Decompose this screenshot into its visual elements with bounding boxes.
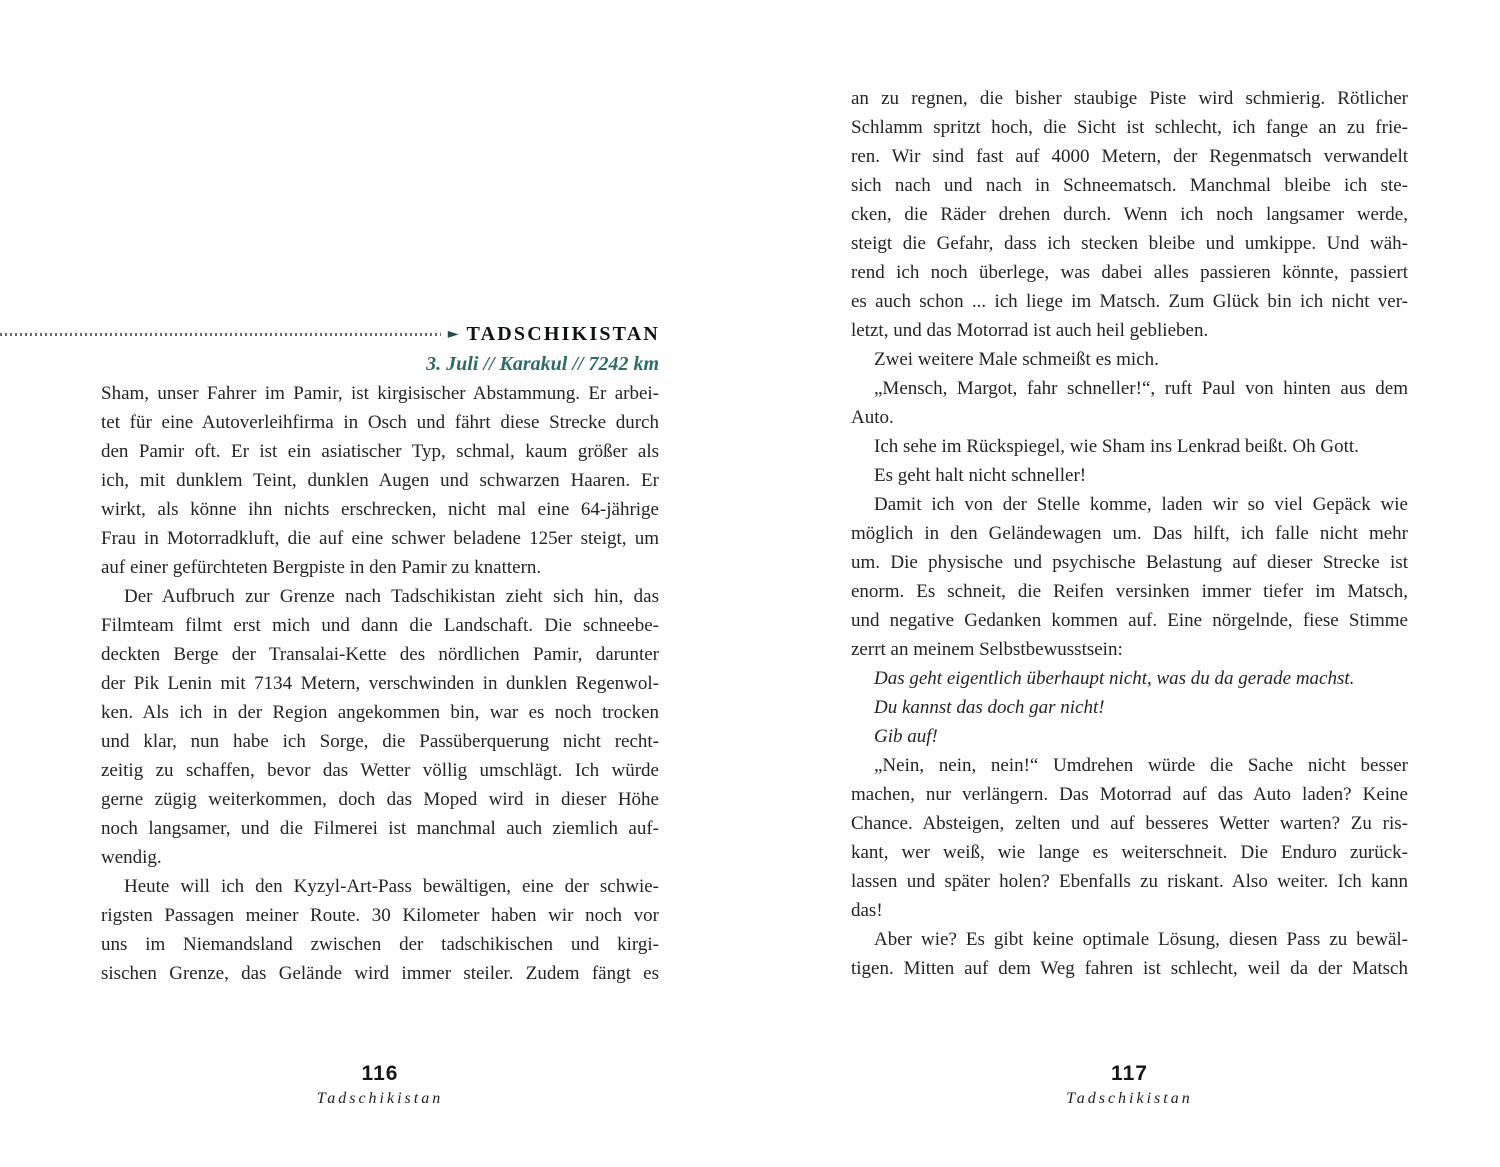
text-line: Es geht halt nicht schneller!	[874, 465, 1087, 486]
text-line: enorm. Es schneit, die Reifen versinken immer tiefer im Matsch,	[851, 581, 1408, 602]
page-number: 117	[1111, 1062, 1148, 1085]
text-line: noch langsamer, und die Filmerei ist manchmal auch ziemlich auf-	[101, 818, 659, 839]
text-line: Das geht eigentlich überhaupt nicht, was du da gerade machst.	[874, 668, 1355, 689]
text-line: ken. Als ich in der Region angekommen bin, war es noch trocken	[101, 702, 659, 723]
text-line: Damit ich von der Stelle komme, laden wir so viel Gepäck wie	[874, 494, 1408, 515]
text-line: sich nach und nach in Schneematsch. Manchmal bleibe ich ste-	[851, 175, 1408, 196]
text-line: wendig.	[101, 847, 162, 868]
text-line: Ich sehe im Rückspiegel, wie Sham ins Lenkrad beißt. Oh Gott.	[874, 436, 1359, 457]
text-line: sischen Grenze, das Gelände wird immer steiler. Zudem fängt es	[101, 963, 659, 984]
text-line: wirkt, als könne ihn nichts erschrecken, nicht mal eine 64-jährige	[101, 499, 659, 520]
text-line: Schlamm spritzt hoch, die Sicht ist schlecht, ich fange an zu frie-	[851, 117, 1408, 138]
paragraph	[851, 722, 1408, 751]
text-line: Auto.	[851, 407, 894, 428]
text-line: Aber wie? Es gibt keine optimale Lösung, diesen Pass zu bewäl-	[874, 929, 1408, 950]
text-line: tet für eine Autoverleihfirma in Osch und fährt diese Strecke durch	[101, 412, 659, 433]
paragraph	[851, 693, 1408, 722]
paragraph	[851, 751, 1408, 925]
paragraph	[851, 664, 1408, 693]
paragraph	[851, 925, 1408, 983]
text-line: Zwei weitere Male schmeißt es mich.	[874, 349, 1159, 370]
left-page-footer	[101, 1061, 659, 1111]
text-line: es auch schon ... ich liege im Matsch. Zum Glück bin ich nicht ver-	[851, 291, 1408, 312]
text-line: gerne zügig weiterkommen, doch das Moped wird in dieser Höhe	[101, 789, 659, 810]
paragraph	[851, 490, 1408, 664]
section-label: Tadschikistan	[316, 1090, 444, 1107]
paragraph	[101, 379, 659, 582]
text-line: Chance. Absteigen, zelten und auf besseres Wetter warten? Zu ris-	[851, 813, 1408, 834]
text-line: den Pamir oft. Er ist ein asiatischer Typ, schmal, kaum größer als	[101, 441, 659, 462]
paragraph	[101, 582, 659, 872]
text-line: letzt, und das Motorrad ist auch heil geblieben.	[851, 320, 1209, 341]
text-line: deckten Berge der Transalai-Kette des nördlichen Pamir, darunter	[101, 644, 659, 665]
paragraph	[101, 872, 659, 988]
chapter-arrow-icon: ►	[447, 326, 459, 342]
text-line: Heute will ich den Kyzyl-Art-Pass bewältigen, eine der schwie-	[124, 876, 659, 897]
text-line: der Pik Lenin mit 7134 Metern, verschwinden in dunklen Regenwol-	[101, 673, 659, 694]
text-line: möglich in den Geländewagen um. Das hilft, ich falle nicht mehr	[851, 523, 1408, 544]
paragraph	[851, 84, 1408, 345]
right-page-body	[851, 84, 1408, 983]
text-line: Gib auf!	[874, 726, 938, 747]
text-line: Der Aufbruch zur Grenze nach Tadschikistan zieht sich hin, das	[124, 586, 659, 607]
text-line: „Mensch, Margot, fahr schneller!“, ruft Paul von hinten aus dem	[874, 378, 1408, 399]
text-line: zeitig zu schaffen, bevor das Wetter völlig umschlägt. Ich würde	[101, 760, 659, 781]
text-line: Sham, unser Fahrer im Pamir, ist kirgisischer Abstammung. Er arbei-	[101, 383, 659, 404]
text-line: cken, die Räder drehen durch. Wenn ich noch langsamer werde,	[851, 204, 1408, 225]
text-line: und klar, nun habe ich Sorge, die Passüberquerung nicht recht-	[101, 731, 659, 752]
dotted-leader-line	[0, 333, 441, 336]
paragraph	[851, 345, 1408, 374]
text-line: zerrt an meinem Selbstbewusstsein:	[851, 639, 1123, 660]
chapter-title: TADSCHIKISTAN	[466, 323, 660, 345]
right-page-footer	[851, 1061, 1408, 1111]
text-line: ren. Wir sind fast auf 4000 Metern, der Regenmatsch verwandelt	[851, 146, 1408, 167]
text-line: machen, nur verlängern. Das Motorrad auf das Auto laden? Keine	[851, 784, 1408, 805]
text-line: rend ich noch überlege, was dabei alles passieren könnte, passiert	[851, 262, 1408, 283]
text-line: lassen und später holen? Ebenfalls zu riskant. Also weiter. Ich kann	[851, 871, 1408, 892]
text-line: kant, wer weiß, wie lange es weiterschneit. Die Enduro zurück-	[851, 842, 1408, 863]
text-line: tigen. Mitten auf dem Weg fahren ist schlecht, weil da der Matsch	[851, 958, 1408, 979]
text-line: ich, mit dunklem Teint, dunklen Augen und schwarzen Haaren. Er	[101, 470, 659, 491]
text-line: und negative Gedanken kommen auf. Eine nörgelnde, fiese Stimme	[851, 610, 1408, 631]
text-line: das!	[851, 900, 883, 921]
left-page-body	[101, 379, 659, 988]
page-number: 116	[361, 1062, 399, 1085]
text-line: rigsten Passagen meiner Route. 30 Kilometer haben wir noch vor	[101, 905, 659, 926]
text-line: Frau in Motorradkluft, die auf eine schwer beladene 125er steigt, um	[101, 528, 659, 549]
text-line: Du kannst das doch gar nicht!	[874, 697, 1105, 718]
text-line: an zu regnen, die bisher staubige Piste wird schmierig. Rötlicher	[851, 88, 1408, 109]
text-line: uns im Niemandsland zwischen der tadschikischen und kirgi-	[101, 934, 659, 955]
text-line: steigt die Gefahr, dass ich stecken bleibe und umkippe. Und wäh-	[851, 233, 1408, 254]
text-line: um. Die physische und psychische Belastung auf dieser Strecke ist	[851, 552, 1408, 573]
paragraph	[851, 374, 1408, 432]
chapter-subtitle: 3. Juli // Karakul // 7242 km	[426, 353, 659, 375]
chapter-header	[0, 322, 660, 346]
text-line: Filmteam filmt erst mich und dann die Landschaft. Die schneebe-	[101, 615, 659, 636]
text-line: „Nein, nein, nein!“ Umdrehen würde die Sache nicht besser	[874, 755, 1408, 776]
paragraph	[851, 461, 1408, 490]
section-label: Tadschikistan	[1066, 1090, 1193, 1107]
paragraph	[851, 432, 1408, 461]
text-line: auf einer gefürchteten Bergpiste in den Pamir zu knattern.	[101, 557, 542, 578]
